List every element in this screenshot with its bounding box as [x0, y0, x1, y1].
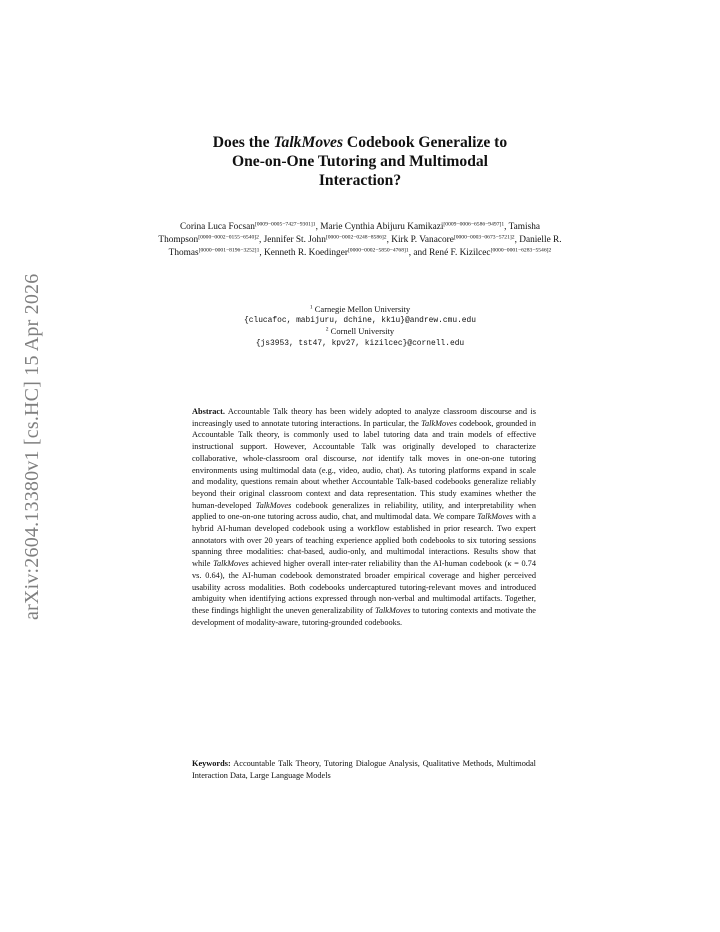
author: Kirk P. Vanacore$^{[0000-0003-0673-5721]2}$, — [391, 234, 520, 245]
title-emphasis: TalkMoves — [273, 134, 344, 151]
author-name: René F. Kizilcec — [429, 247, 491, 258]
affiliation-number: 1 — [309, 304, 313, 311]
author-orcid: [0000−0001−8196−3252]1 — [198, 247, 260, 253]
title-line1-prefix: Does the — [212, 134, 274, 151]
author — [429, 248, 551, 258]
affiliation-emails: {clucafoc, mabijuru, dchine, kk1u}@andrew.cmu.edu — [243, 316, 477, 326]
abstract: Abstract. Accountable Talk theory has been widely adopted to analyze classroom discourse and is increasingly used to annotate tutoring interactions. In particular, the TalkMoves codebook, grounded in Accountable Talk theory, is commonly used to label tutoring data and train models of effective instructional support. However, Accountable Talk was originally developed to characterize collaborative, whole-classroom oral discourse, not identify talk moves in one-on-one tutoring environments using multimodal data (e.g., video, audio, chat). As tutoring platforms expand in scale and modality, questions remain about whether Accountable Talk-based codebooks generalize reliably beyond their original classroom context and data representation. This study examines whether the human-developed TalkMoves codebook generalizes in reliability, utility, and interpretability when applied to one-on-one tutoring across audio, chat, and multimodal data. We compare TalkMoves with a hybrid AI-human developed codebook using a workflow established in prior research. Two expert annotators with over 20 years of teaching experience applied both codebooks to six tutoring sessions spanning three modalities: chat-based, audio-only, and multimodal interactions. Results show that while TalkMoves achieved higher overall inter-rater reliability than the AI-human codebook (κ = 0.74 vs. 0.64), the AI-human codebook demonstrated broader empirical coverage and higher perceived usability across modalities. Both codebooks undercaptured tutoring-relevant moves and introduced ambiguity when identifying actions expressed through non-verbal and multimodal artifacts. Together, these findings highlight the uneven generalizability of TalkMoves to tutoring contexts and motivate the development of modality-aware, tutoring-grounded codebooks. — [192, 407, 537, 627]
author-orcid: [0009−0005−7427−9301]1 — [254, 221, 316, 228]
author: Jennifer St. John$^{[0000-0002-0248-8586]2}$, — [263, 234, 392, 245]
title-line1-suffix: Codebook Generalize to — [343, 134, 508, 151]
author-orcid: [0000−0001−6283−5546]2 — [490, 247, 552, 253]
paper-title — [160, 133, 560, 190]
affiliation-name: Cornell University — [330, 326, 395, 337]
author: Tamisha Thompson$^{[0000-0002-0155-6540]2}$, — [158, 222, 541, 245]
affiliation-2 — [160, 326, 560, 337]
author-name: Kirk P. Vanacore — [391, 234, 454, 245]
affiliation-emails: {js3953, tst47, kpv27, kizilcec}@cornell.edu — [255, 338, 465, 348]
author-orcid: [0000−0002−0248−8586]2 — [325, 234, 387, 241]
keywords-label: Keywords: — [192, 759, 231, 768]
arxiv-identifier-stamp: arXiv:2604.13380v1 [cs.HC] 15 Apr 2026 — [21, 273, 43, 620]
author-list — [156, 221, 564, 259]
author-name: Corina Luca Focsan — [179, 222, 255, 232]
author: Marie Cynthia Abijuru Kamikazi$^{[0009-0006-6586-9497]1}$, — [320, 221, 509, 232]
affiliations — [160, 304, 560, 349]
author-name: Kenneth R. Koedinger — [264, 247, 348, 258]
author-name: Marie Cynthia Abijuru Kamikazi — [320, 222, 444, 232]
author: Corina Luca Focsan$^{[0009-0005-7427-9301]1}$, — [179, 221, 321, 232]
title-line2: One-on-One Tutoring and Multimodal — [231, 153, 489, 170]
abstract-label: Abstract. — [192, 407, 225, 416]
affiliation-1 — [160, 304, 560, 315]
author-orcid: [0009−0006−6586−9497]1 — [443, 221, 505, 228]
keywords — [192, 758, 536, 781]
author-orcid: [0000−0003−0673−5721]2 — [453, 234, 515, 241]
author-name: Jennifer St. John — [263, 234, 326, 245]
affiliation-number: 2 — [325, 326, 329, 333]
author-orcid: [0000−0002−5850−4768]1 — [347, 247, 409, 253]
author: Kenneth R. Koedinger$^{[0000-0002-5850-4768]1}$, and — [264, 247, 430, 258]
author-name: Tamisha Thompson — [158, 222, 541, 245]
author-name: Danielle R. Thomas — [168, 234, 562, 258]
keywords-text: Accountable Talk Theory, Tutoring Dialogue Analysis, Qualitative Methods, Multimodal Interaction Data, Large Language Models — [192, 759, 536, 780]
author-orcid: [0000−0002−0155−6540]2 — [198, 234, 259, 241]
author: Danielle R. Thomas$^{[0000-0001-8196-3252]1}$, — [168, 234, 562, 258]
affiliation-name: Carnegie Mellon University — [314, 304, 411, 314]
title-line3: Interaction? — [318, 172, 402, 189]
